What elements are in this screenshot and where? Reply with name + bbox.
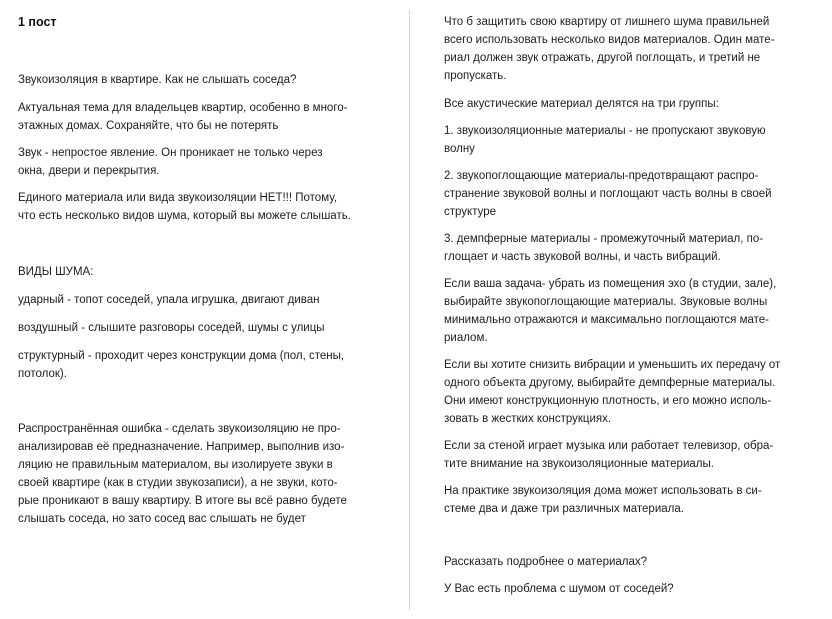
paragraph: Все акустические материал делятся на три группы: [444, 98, 719, 110]
paragraph: Звукоизоляция в квартире. Как не слышать соседа? [18, 74, 297, 86]
list-item: воздушный - слышите разговоры соседей, шумы с улицы [18, 322, 325, 334]
paragraph: На практике звукоизоляция дома может использовать в си- стеме два и даже три различных материала. [444, 485, 762, 515]
paragraph: Актуальная тема для владельцев квартир, особенно в много- этажных домах. Сохраняйте, что бы не потерять [18, 102, 348, 132]
paragraph: Если вы хотите снизить вибрации и уменьшить их передачу от одного объекта другому, выбирайте демпферные материалы. Они имеют конструкционную плотность, и его можно исполь- зовать в жестких конструкциях. [444, 359, 781, 425]
paragraph: Если ваша задача- убрать из помещения эхо (в студии, зале), выбирайте звукопоглощающие материалы. Звуковые волны минимально отражаются и максимально поглощаются мате- риалом. [444, 278, 777, 344]
column-divider [409, 10, 410, 610]
paragraph: Что б защитить свою квартиру от лишнего шума правильней всего использовать несколько видов материалов. Один мате- риал должен звук отражать, другой поглощать, и третий не пропускать. [444, 16, 775, 82]
paragraph: Если за стеной играет музыка или работает телевизор, обра- тите внимание на звукоизоляционные материалы. [444, 440, 774, 470]
paragraph: Единого материала или вида звукоизоляции НЕТ!!! Потому, что есть несколько видов шума, который вы можете слышать. [18, 192, 351, 222]
paragraph: Распространённая ошибка - сделать звукоизоляцию не про- анализировав её предназначение. Например, выполнив изо- ляцию не правильным материалом, вы изолируете звуки в своей квартире (как в студии звукозаписи), а не звуки, кото- рые проникают в вашу квартиру. В итоге вы всё равно будете слышать соседа, но зато сосед вас слышать не будет [18, 423, 347, 525]
list-item: 3. демпферные материалы - промежуточный материал, по- глощает и часть звуковой волны, и часть вибраций. [444, 233, 764, 263]
question: У Вас есть проблема с шумом от соседей? [444, 583, 674, 595]
post-title: 1 пост [18, 15, 57, 29]
list-item: 1. звукоизоляционные материалы - не пропускают звуковую волну [444, 125, 766, 155]
list-item: ударный - топот соседей, упала игрушка, двигают диван [18, 294, 320, 306]
list-item: 2. звукопоглощающие материалы-предотвращают распро- странение звуковой волны и поглощают часть волны в своей структуре [444, 170, 772, 218]
paragraph: Звук - непростое явление. Он проникает не только через окна, двери и перекрытия. [18, 147, 323, 177]
list-item: структурный - проходит через конструкции дома (пол, стены, потолок). [18, 350, 345, 380]
question: Рассказать подробнее о материалах? [444, 556, 648, 568]
left-column [18, 71, 380, 528]
section-heading: ВИДЫ ШУМА: [18, 266, 94, 278]
right-column [444, 13, 806, 598]
